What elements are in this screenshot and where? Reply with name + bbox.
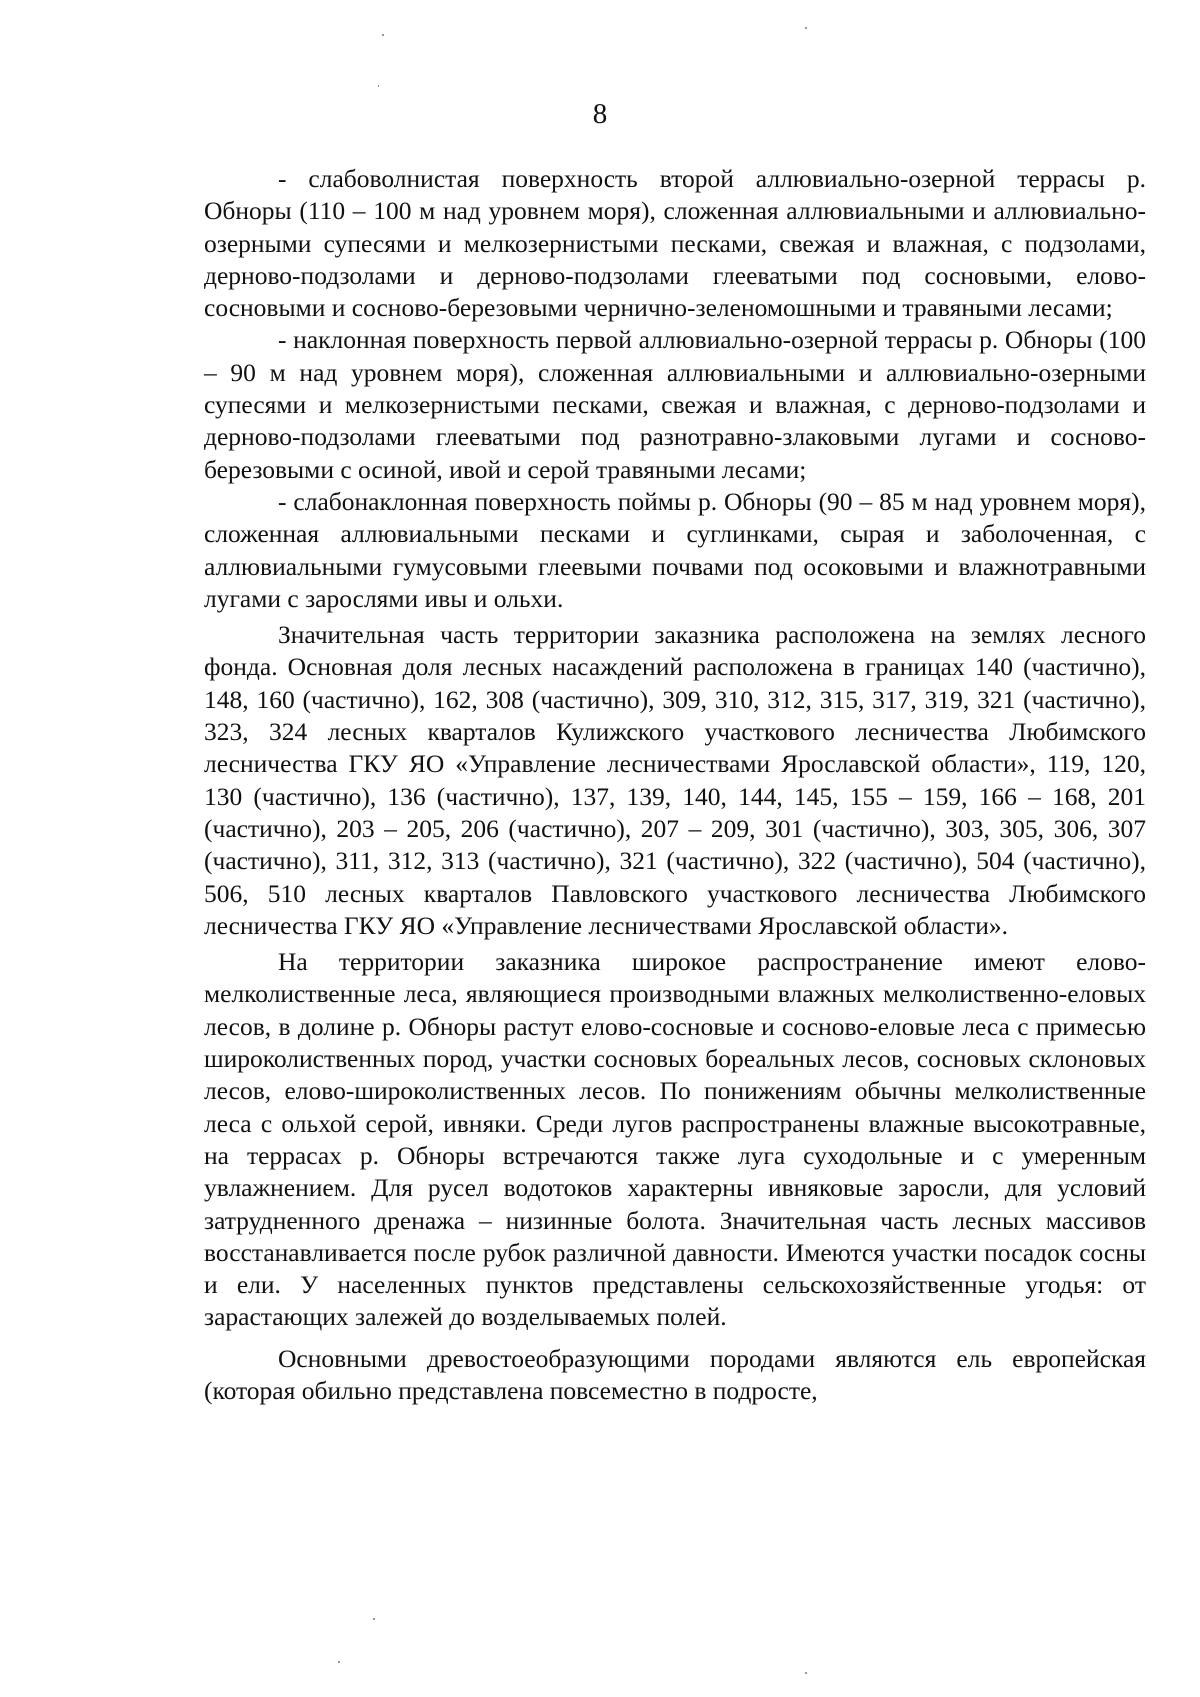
paragraph-forest-fund: Значительная часть территории заказника расположена на землях лесного фонда. Основная доля лесных насаждений расположена в границах 140 (частично), 148, 160 (частично), 162, 308 (частично), 309, 310, 312, 315, 317, 319, 321 (частично), 323, 324 лесных кварталов Кулижского участкового лесничества Любимского лесничества ГКУ ЯО «Управление лесничествами Ярославской области», 119, 120, 130 (частично), 136 (частично), 137, 139, 140, 144, 145, 155 – 159, 166 – 168, 201 (частично), 203 – 205, 206 (частично), 207 – 209, 301 (частично), 303, 305, 306, 307 (частично), 311, 312, 313 (частично), 321 (частично), 322 (частично), 504 (частично), 506, 510 лесных кварталов Павловского участкового лесничества Любимского лесничества ГКУ ЯО «Управление лесничествами Ярославской области». [204,620,1146,940]
scan-speck [373,1618,375,1620]
scan-speck [805,27,807,29]
paragraph-terrace-second: - слабоволнистая поверхность второй аллювиально-озерной террасы р. Обноры (110 – 100 м над уровнем моря), сложенная аллювиальными и аллювиально-озерными супесями и мелкозернистыми песками, свежая и влажная, с подзолами, дерново-подзолами и дерново-подзолами глееватыми под сосновыми, елово-сосновыми и сосново-березовыми чернично-зеленомошными и травяными лесами; [204,164,1146,323]
body-text [204,163,1146,1407]
paragraph-tree-species: Основными древостоеобразующими породами являются ель европейская (которая обильно представлена повсеместно в подросте, [204,1343,1146,1405]
scan-speck [805,1672,807,1674]
paragraph-terrace-first: - наклонная поверхность первой аллювиально-озерной террасы р. Обноры (100 – 90 м над уровнем моря), сложенная аллювиальными и аллювиально-озерными супесями и мелкозернистыми песками, свежая и влажная, с дерново-подзолами и дерново-подзолами глееватыми под разнотравно-злаковыми лугами и сосново-березовыми с осиной, ивой и серой травяными лесами; [204,325,1146,484]
paragraph-floodplain: - слабонаклонная поверхность поймы р. Обноры (90 – 85 м над уровнем моря), сложенная аллювиальными песками и суглинками, сырая и заболоченная, с аллювиальными гумусовыми глеевыми почвами под осоковыми и влажнотравными лугами с зарослями ивы и ольхи. [204,486,1146,613]
scan-speck [338,1661,340,1663]
scan-speck [382,34,384,36]
scan-speck [378,85,379,87]
paragraph-vegetation: На территории заказника широкое распространение имеют елово-мелколиственные леса, являющиеся производными влажных мелколиственно-еловых лесов, в долине р. Обноры растут елово-сосновые и сосново-еловые леса с примесью широколиственных пород, участки сосновых бореальных лесов, сосновых склоновых лесов, елово-широколиственных лесов. По понижениям обычны мелколиственные леса с ольхой серой, ивняки. Среди лугов распространены влажные высокотравные, на террасах р. Обноры встречаются также луга суходольные и с умеренным увлажнением. Для русел водотоков характерны ивняковые заросли, для условий затрудненного дренажа – низинные болота. Значительная часть лесных массивов восстанавливается после рубок различной давности. Имеются участки посадок сосны и ели. У населенных пунктов представлены сельскохозяйственные угодья: от зарастающих залежей до возделываемых полей. [204,947,1146,1332]
page-number: 8 [592,98,608,130]
